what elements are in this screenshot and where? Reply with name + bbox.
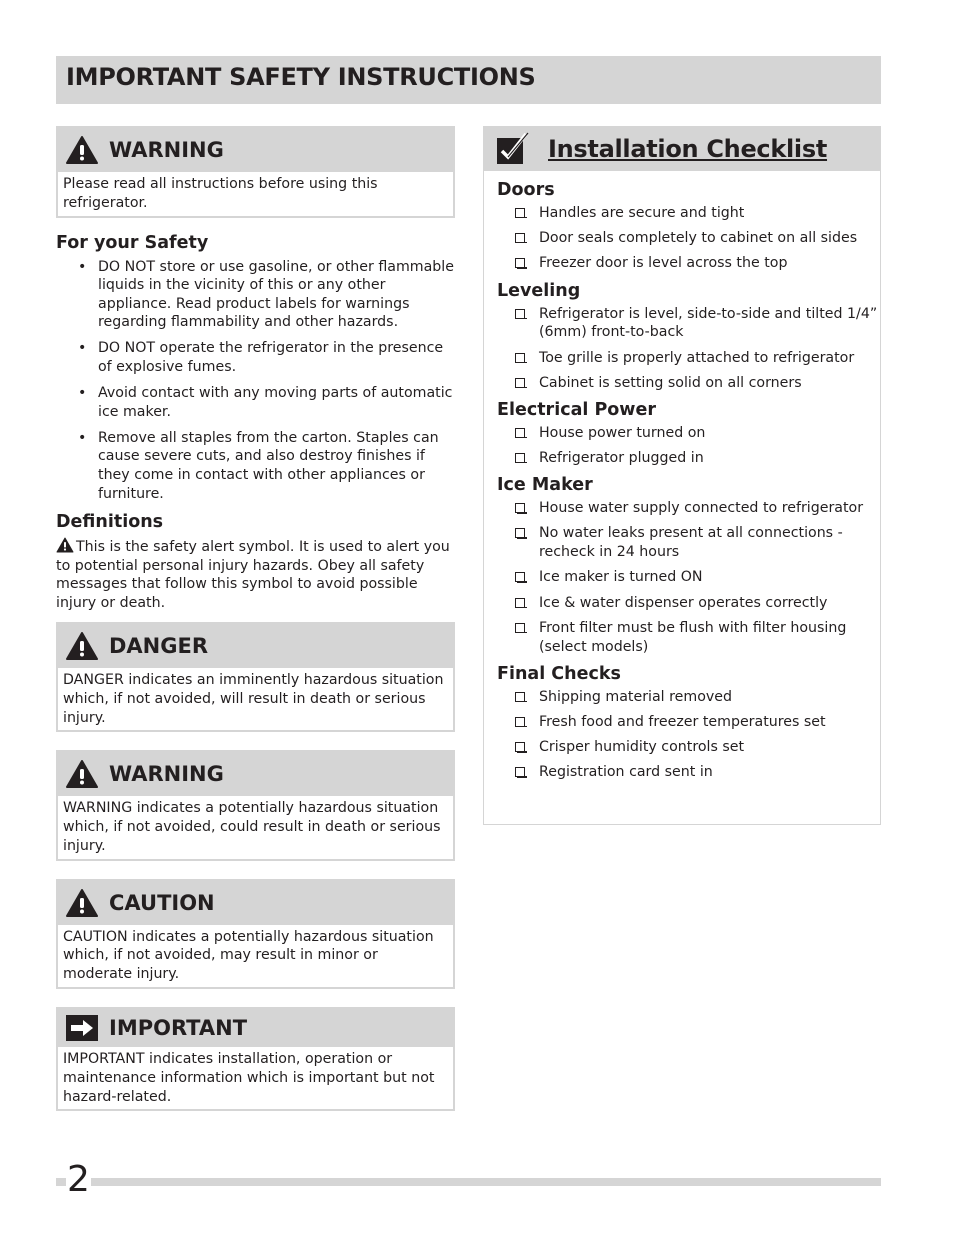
section-heading: Ice Maker xyxy=(497,475,593,496)
checklist-item: Shipping material removed xyxy=(497,688,880,707)
warning-box xyxy=(56,750,455,860)
warning-triangle-icon xyxy=(65,631,99,661)
warning-header xyxy=(58,752,453,796)
section-heading: Leveling xyxy=(497,280,581,301)
warning-triangle-icon xyxy=(65,888,99,918)
checklist-title: Installation Checklist xyxy=(548,135,828,163)
bullet-icon: • xyxy=(78,340,87,357)
warning-triangle-icon xyxy=(65,135,99,165)
important-title: IMPORTANT xyxy=(109,1016,248,1041)
checklist-item: House power turned on xyxy=(497,424,880,443)
list-item: • Remove all staples from the carton. Staples can cause severe cuts, and also destroy finishes if they come in contact with other appliances or furniture. xyxy=(78,429,439,502)
section-heading: Doors xyxy=(497,180,555,200)
checkbox-icon xyxy=(515,598,525,608)
page-header xyxy=(56,56,881,104)
checklist-section-electrical xyxy=(497,399,880,468)
checkbox-icon xyxy=(515,208,525,218)
important-text: IMPORTANT indicates installation, operation or maintenance information which is important but not hazard-related. xyxy=(63,1051,435,1105)
danger-header xyxy=(58,624,453,668)
checklist-section-leveling xyxy=(497,280,880,393)
checklist-item: Freezer door is level across the top xyxy=(497,254,880,273)
intro-warning-title: WARNING xyxy=(109,138,224,162)
installation-checklist xyxy=(483,126,881,825)
checkbox-icon xyxy=(515,528,525,538)
checkbox-icon xyxy=(515,572,525,582)
intro-warning-header xyxy=(58,128,453,172)
checklist-section-doors xyxy=(497,179,880,273)
caution-text: CAUTION indicates a potentially hazardous situation which, if not avoided, may result in minor or moderate injury. xyxy=(63,928,434,983)
checkbox-icon xyxy=(515,428,525,438)
checklist-item: Front filter must be flush with filter housing (select models) xyxy=(497,619,880,657)
caution-box xyxy=(56,879,455,989)
checkbox-icon xyxy=(515,453,525,463)
checklist-section-final-checks xyxy=(497,663,880,782)
warning-text: WARNING indicates a potentially hazardous situation which, if not avoided, could result in death or serious injury. xyxy=(63,800,441,854)
checklist-header xyxy=(484,127,880,171)
safety-alert-icon xyxy=(56,537,74,553)
warning-title: WARNING xyxy=(109,762,224,787)
list-item: • DO NOT operate the refrigerator in the presence of explosive fumes. xyxy=(78,340,444,376)
checklist-item: No water leaks present at all connections - recheck in 24 hours xyxy=(497,524,880,562)
page-number: 2 xyxy=(67,1159,90,1200)
bullet-icon: • xyxy=(78,385,87,402)
intro-warning-text: Please read all instructions before using this refrigerator. xyxy=(63,176,378,211)
page-title: IMPORTANT SAFETY INSTRUCTIONS xyxy=(66,63,536,91)
checklist-item: House water supply connected to refrigerator xyxy=(497,499,880,518)
checklist-item: Ice & water dispenser operates correctly xyxy=(497,594,880,613)
danger-box xyxy=(56,622,455,732)
checkbox-icon xyxy=(515,233,525,243)
section-heading: Final Checks xyxy=(497,663,621,684)
checklist-item: Ice maker is turned ON xyxy=(497,568,880,587)
footer-bar xyxy=(56,1178,881,1186)
caution-header xyxy=(58,881,453,925)
definitions-heading: Definitions xyxy=(56,511,164,532)
checklist-item: Toe grille is properly attached to refrigerator xyxy=(497,349,880,368)
checklist-item: Refrigerator plugged in xyxy=(497,449,880,468)
checkbox-icon xyxy=(515,503,525,513)
intro-warning-box xyxy=(56,126,455,218)
section-heading: Electrical Power xyxy=(497,399,656,420)
checkbox-icon xyxy=(515,258,525,268)
left-column xyxy=(56,126,455,1129)
important-header xyxy=(58,1009,453,1047)
definitions-text: This is the safety alert symbol. It is used to alert you to potential personal injury hazards. Obey all safety messages that follow this symbol to avoid possible injury or death. xyxy=(56,538,450,612)
checkbox-icon xyxy=(515,623,525,633)
arrow-right-icon xyxy=(65,1013,99,1043)
checkbox-icon xyxy=(515,742,525,752)
checklist-item: Cabinet is setting solid on all corners xyxy=(497,374,880,393)
checklist-item: Registration card sent in xyxy=(497,763,880,782)
checklist-section-ice-maker xyxy=(497,474,880,656)
checklist-body xyxy=(484,171,880,782)
safety-heading: For your Safety xyxy=(56,232,209,253)
warning-triangle-icon xyxy=(65,759,99,789)
checkbox-icon xyxy=(515,309,525,319)
safety-list xyxy=(78,258,455,504)
checklist-item: Handles are secure and tight xyxy=(497,204,880,223)
checkbox-icon xyxy=(515,767,525,777)
caution-title: CAUTION xyxy=(109,890,215,915)
danger-text: DANGER indicates an imminently hazardous situation which, if not avoided, will result in death or serious injury. xyxy=(63,671,444,726)
checkmark-box-icon xyxy=(496,131,530,165)
list-item: • Avoid contact with any moving parts of automatic ice maker. xyxy=(78,385,453,420)
checklist-item: Refrigerator is level, side-to-side and tilted 1/4” (6mm) front-to-back xyxy=(497,305,880,343)
important-box xyxy=(56,1007,455,1111)
bullet-icon: • xyxy=(78,429,87,446)
checklist-item: Door seals completely to cabinet on all sides xyxy=(497,229,880,248)
checkbox-icon xyxy=(515,717,525,727)
checklist-item: Fresh food and freezer temperatures set xyxy=(497,713,880,732)
checkbox-icon xyxy=(515,692,525,702)
list-item: • DO NOT store or use gasoline, or other flammable liquids in the vicinity of this or any other appliance. Read product labels for warnings regarding flammability and other hazards. xyxy=(78,258,454,331)
bullet-icon: • xyxy=(78,258,87,275)
checkbox-icon xyxy=(515,378,525,388)
danger-title: DANGER xyxy=(109,633,209,658)
checkbox-icon xyxy=(515,353,525,363)
checklist-item: Crisper humidity controls set xyxy=(497,738,880,757)
